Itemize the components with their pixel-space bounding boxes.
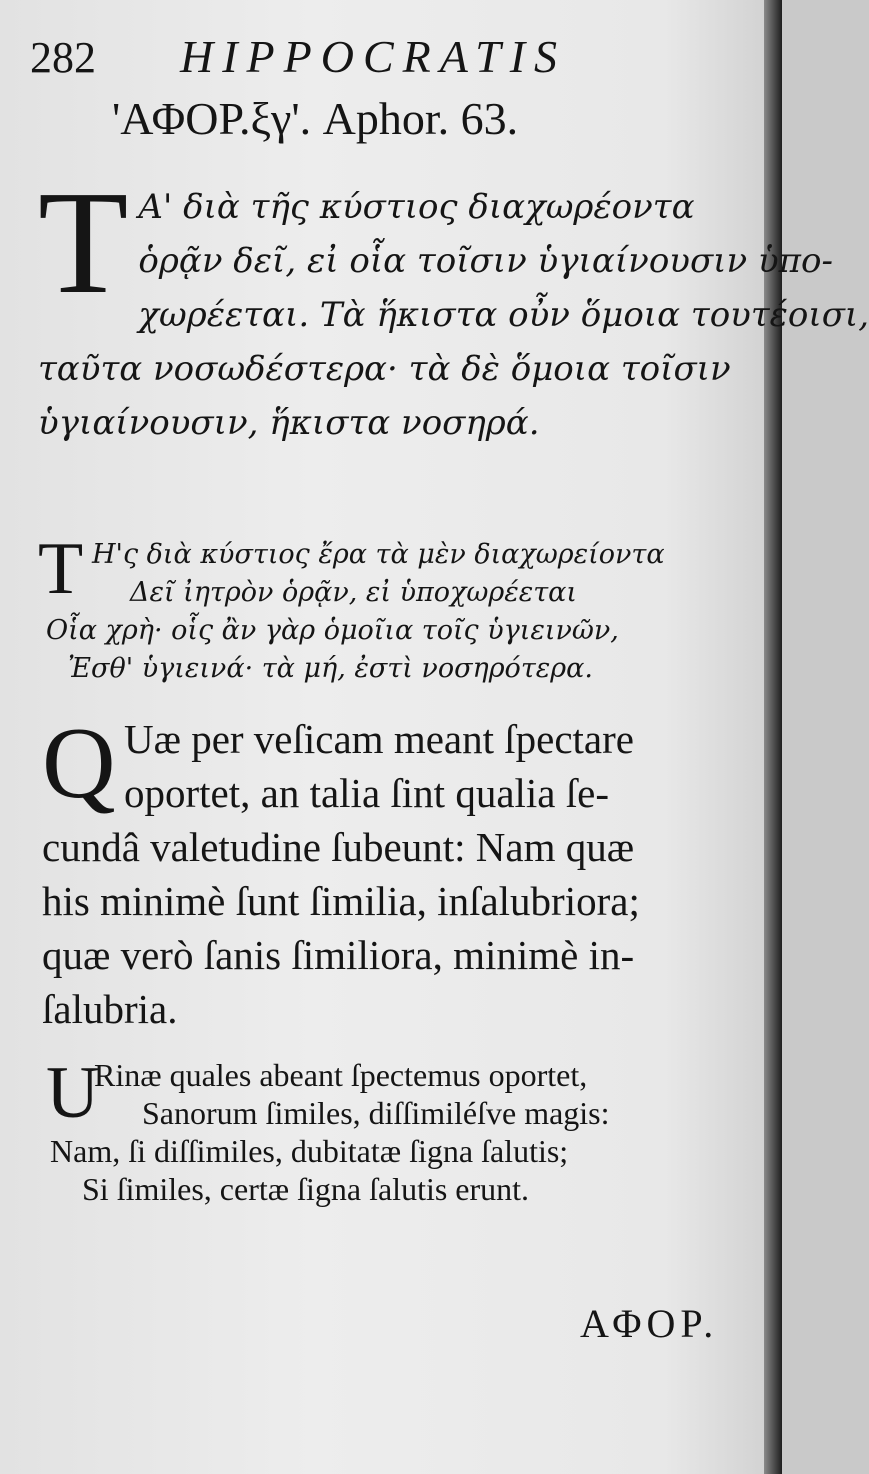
page-number: 282 [30, 33, 96, 82]
running-title: HIPPOCRATIS [180, 31, 567, 82]
latin-prose-line: quæ verò ſanis ſimiliora, minimè in- [42, 932, 635, 978]
greek-verse-line: Δεῖ ἰητρὸν ὁρᾷν, εἰ ὑποχωρέεται [130, 577, 577, 608]
greek-prose-line: ὑγιαίνουσιν, ἥκιστα νοσηρά. [38, 403, 540, 443]
latin-prose-line: oportet, an talia ſint qualia ſe- [124, 770, 609, 816]
greek-prose-line: Α' διὰ τῆς κύστιος διαχωρέοντα [138, 187, 695, 227]
aphorism-heading-latin: Aphor. 63. [322, 93, 519, 144]
latin-prose-drop-cap: Q [42, 707, 116, 820]
latin-verse-line: Si ſimiles, certæ ſigna ſalutis erunt. [82, 1171, 530, 1207]
catchword: ΑΦΟΡ. [580, 1301, 719, 1346]
greek-verse-line: Η'ς διὰ κύστιος ἔρα τὰ μὲν διαχωρείοντα [92, 539, 665, 570]
greek-verse-drop-cap: T [38, 528, 84, 610]
aphorism-heading [112, 92, 518, 145]
greek-prose-line: ὁρᾷν δεῖ, εἰ οἷα τοῖσιν ὑγιαίνουσιν ὑπο- [138, 241, 833, 281]
greek-prose-line: ταῦτα νοσωδέστερα· τὰ δὲ ὅμοια τοῖσιν [38, 349, 731, 389]
greek-prose-paragraph [38, 161, 869, 450]
latin-prose-line: his minimè ſunt ſimilia, inſalubriora; [42, 878, 640, 924]
greek-verse-line: Οἷα χρὴ· οἷς ἂν γὰρ ὁμοῖια τοῖς ὑγιεινῶν, [46, 615, 619, 646]
running-header [30, 30, 670, 90]
greek-verse-line: Ἐσθ' ὑγιεινά· τὰ μή, ἐστὶ νοσηρότερα. [68, 653, 593, 684]
latin-verse-line: Nam, ſi diſſimiles, dubitatæ ſigna ſalutis; [50, 1133, 569, 1169]
latin-prose-line: ſalubria. [42, 986, 178, 1032]
latin-verse-paragraph [46, 1052, 766, 1208]
latin-verse-line: Sanorum ſimiles, diſſimiléſve magis: [142, 1095, 610, 1131]
greek-verse-paragraph [38, 528, 758, 688]
aphorism-heading-greek: 'ΑΦΟΡ.ξγ'. [112, 93, 312, 144]
latin-verse-drop-cap: U [46, 1052, 100, 1134]
greek-prose-line: χωρέεται. Τὰ ἥκιστα οὖν ὅμοια τουτέοισι, [138, 295, 869, 335]
latin-prose-paragraph [42, 707, 772, 1036]
latin-prose-line: Uæ per veſicam meant ſpectare [124, 716, 634, 762]
latin-prose-line: cundâ valetudine ſubeunt: Nam quæ [42, 824, 635, 870]
greek-prose-drop-cap: T [38, 161, 129, 325]
latin-verse-line: Rinæ quales abeant ſpectemus oportet, [94, 1057, 588, 1093]
